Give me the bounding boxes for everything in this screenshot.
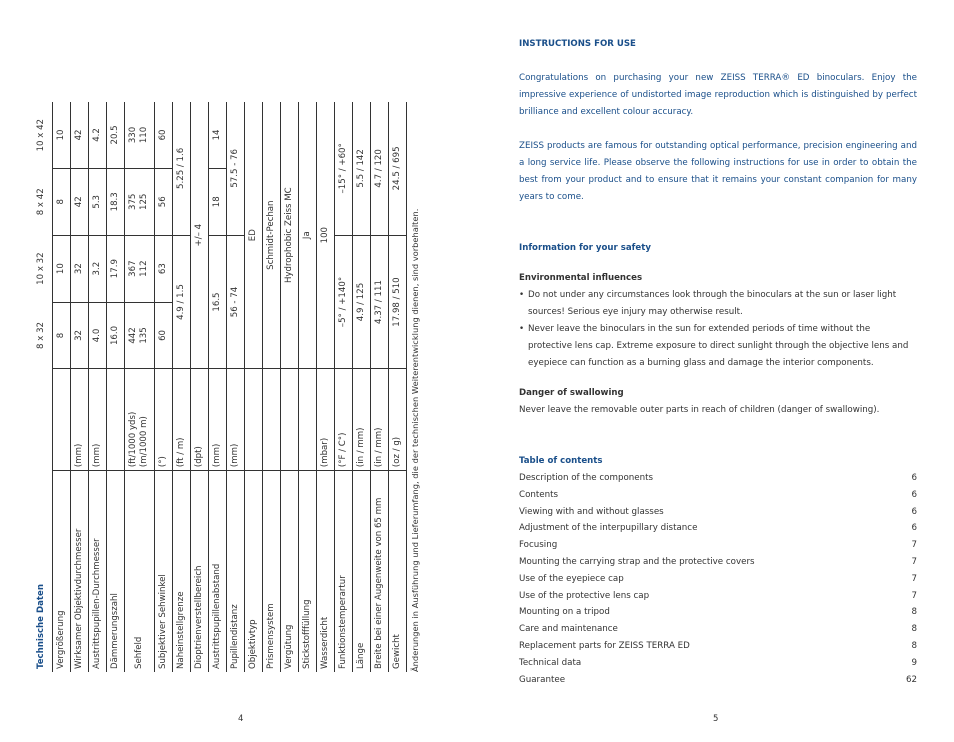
spec-unit: (in / mm) xyxy=(352,369,370,471)
spec-unit: (oz / g) xyxy=(388,369,406,471)
spec-cell: –15° / +60° xyxy=(334,102,352,235)
safety-heading: Information for your safety xyxy=(519,243,651,253)
spec-unit: (°F / C°) xyxy=(334,369,352,471)
spec-cell: 14 xyxy=(208,102,226,168)
spec-cell: 60 xyxy=(154,102,172,168)
spec-cell xyxy=(124,102,154,168)
toc-page: 7 xyxy=(911,556,917,567)
toc-label: Use of the protective lens cap xyxy=(519,590,650,601)
spec-cell: 10 xyxy=(52,235,70,302)
toc-item-focusing[interactable] xyxy=(519,537,917,554)
toc-page: 8 xyxy=(911,624,917,635)
spec-cell: 60 xyxy=(154,302,172,369)
spec-label: Wirksamer Objektivdurchmesser xyxy=(74,528,84,669)
spec-unit: (ft / m) xyxy=(172,369,190,471)
spec-unit: (°) xyxy=(154,369,172,471)
toc-item-guarantee[interactable] xyxy=(519,672,917,689)
spec-cell: 16.5 xyxy=(208,235,226,369)
spec-label: Funktionstemperartur xyxy=(338,575,348,669)
toc-heading: Table of contents xyxy=(519,456,603,466)
environment-heading: Environmental influences xyxy=(519,273,643,283)
spec-unit xyxy=(298,369,316,471)
spec-cell: 4.9 / 1.5 xyxy=(172,235,190,369)
spec-row-coating xyxy=(280,102,298,672)
page-number-right: 5 xyxy=(713,714,719,724)
spec-value: 442 xyxy=(128,327,138,344)
spec-unit xyxy=(124,369,154,471)
toc-item-strap[interactable] xyxy=(519,554,917,571)
toc-page: 6 xyxy=(911,473,917,483)
spec-row-close-focus xyxy=(172,102,190,672)
spec-label: Gewicht xyxy=(392,634,402,669)
spec-label: Sehfeld xyxy=(134,636,144,669)
spec-unit: (mbar) xyxy=(316,369,334,471)
spec-label: Pupillendistanz xyxy=(230,604,240,669)
spec-unit: (mm) xyxy=(226,369,244,471)
model-8x42: 8 x 42 xyxy=(35,188,46,216)
toc-item-technical[interactable] xyxy=(519,655,917,672)
spec-cell: 56 xyxy=(154,168,172,235)
spec-cell: 17.98 / 510 xyxy=(388,235,406,369)
spec-cell: 56 - 74 xyxy=(226,235,244,369)
toc-label: Mounting the carrying strap and the protective covers xyxy=(519,556,755,567)
spec-value: 125 xyxy=(139,193,149,210)
intro-paragraph-1: Congratulations on purchasing your new ZEISS TERRA® ED binoculars. Enjoy the impressive experience of undistorted image reproduction which is distinguished by perfect brilliance and excellent colour accuracy. xyxy=(519,73,917,117)
toc-item-replacement[interactable] xyxy=(519,638,917,655)
model-10x32: 10 x 32 xyxy=(35,252,46,285)
spec-row-length xyxy=(352,102,370,672)
spec-cell: 20.5 xyxy=(106,102,124,168)
toc-page: 8 xyxy=(911,607,917,618)
spec-row-nitrogen xyxy=(298,102,316,672)
toc-item-description[interactable] xyxy=(519,470,917,487)
bullet-icon: • xyxy=(519,290,525,300)
spec-cell: 4.37 / 111 xyxy=(370,235,388,369)
spec-label: Austrittspupillen-Durchmesser xyxy=(92,538,102,669)
spec-cell: 18.3 xyxy=(106,168,124,235)
spec-label: Vergütung xyxy=(284,624,294,669)
spec-cell: Schmidt-Pechan xyxy=(262,102,280,369)
spec-unit: (in / mm) xyxy=(370,369,388,471)
bullet-text: Do not under any circumstances look through the binoculars at the sun or laser light sources! Serious eye injury may otherwise result. xyxy=(528,290,897,317)
spec-cell: 32 xyxy=(70,302,88,369)
toc-page: 7 xyxy=(911,590,917,601)
spec-label: Stickstofffüllung xyxy=(302,599,312,669)
spec-cell: Hydrophobic Zeiss MC xyxy=(280,102,298,369)
toc-label: Focusing xyxy=(519,540,558,551)
spec-cell: 18 xyxy=(208,168,226,235)
spec-unit: (mm) xyxy=(208,369,226,471)
spec-cell: 4.0 xyxy=(88,302,106,369)
spec-cell: 63 xyxy=(154,235,172,302)
page-heading: INSTRUCTIONS FOR USE xyxy=(519,39,636,49)
spec-unit xyxy=(106,369,124,471)
list-item xyxy=(519,287,917,321)
page-number-left: 4 xyxy=(238,714,244,724)
toc-item-ipd[interactable] xyxy=(519,520,917,537)
spec-cell xyxy=(124,235,154,302)
swallowing-text: Never leave the removable outer parts in reach of children (danger of swallowing). xyxy=(519,405,880,415)
toc-page: 6 xyxy=(911,489,917,500)
spec-unit xyxy=(280,369,298,471)
spec-row-pupil-distance xyxy=(226,102,244,672)
spec-row-objective-diameter xyxy=(70,102,88,672)
toc-page: 7 xyxy=(911,540,917,551)
spec-label: Vergrößerung xyxy=(56,610,66,669)
toc-page: 62 xyxy=(905,674,917,685)
toc-page: 7 xyxy=(911,573,917,584)
spec-value: 135 xyxy=(139,327,149,344)
toc-label: Description of the components xyxy=(519,473,654,483)
spec-label: Wasserdicht xyxy=(320,616,330,669)
toc-page: 9 xyxy=(911,657,917,668)
spec-row-magnification xyxy=(52,102,70,672)
spec-label: Dämmerungszahl xyxy=(110,593,120,669)
spec-row-diopter xyxy=(190,102,208,672)
toc-item-lens-cap[interactable] xyxy=(519,588,917,605)
spec-row-twilight xyxy=(106,102,124,672)
spec-unit: (mm) xyxy=(70,369,88,471)
spec-unit-line: (ft/1000 yds) xyxy=(128,411,138,468)
spec-cell: 5.25 / 1.6 xyxy=(172,102,190,235)
spec-header-row xyxy=(30,102,52,672)
spec-cell: 57.5 - 76 xyxy=(226,102,244,235)
spec-cell: 10 xyxy=(52,102,70,168)
toc-label: Replacement parts for ZEISS TERRA ED xyxy=(519,640,690,651)
spec-label: Breite bei einer Augenweite von 65 mm xyxy=(374,497,384,669)
toc-label: Technical data xyxy=(519,657,582,668)
toc-page: 6 xyxy=(911,506,917,517)
spec-cell: 17.9 xyxy=(106,235,124,302)
bullet-icon: • xyxy=(519,324,525,334)
spec-cell: 4.9 / 125 xyxy=(352,235,370,369)
spec-value: 110 xyxy=(139,126,149,144)
spec-table xyxy=(30,102,407,672)
toc-item-tripod[interactable] xyxy=(519,604,917,621)
spec-title: Technische Daten xyxy=(35,584,46,669)
spec-value: 375 xyxy=(128,193,138,210)
intro-paragraph-2: ZEISS products are famous for outstanding optical performance, precision engineering and a long service life. Please observe the following instructions for use in order to obtain the best from your product and to ensure that it remains your constant companion for many years to come. xyxy=(519,141,917,202)
spec-label: Austrittspupillenabstand xyxy=(212,563,222,669)
right-page xyxy=(519,36,917,688)
spec-unit xyxy=(244,369,262,471)
toc-item-contents[interactable] xyxy=(519,487,917,504)
spec-label: Länge xyxy=(356,642,366,669)
spec-cell: 4.7 / 120 xyxy=(370,102,388,235)
spec-row-width xyxy=(370,102,388,672)
table-of-contents xyxy=(519,470,917,688)
spec-cell: Ja xyxy=(298,102,316,369)
toc-label: Contents xyxy=(519,489,559,500)
spec-footnote: Änderungen in Ausführung und Lieferumfang, die der technischen Weiterentwicklung dienen, sind vorbehalten. xyxy=(410,208,420,672)
spec-label: Subjektiver Sehwinkel xyxy=(158,574,168,669)
spec-row-subjective-angle xyxy=(154,102,172,672)
toc-item-eyepiece-cap[interactable] xyxy=(519,571,917,588)
spec-value: 367 xyxy=(128,260,138,277)
spec-label: Dioptrienverstellbereich xyxy=(194,565,204,669)
spec-row-objective-type xyxy=(244,102,262,672)
toc-page: 8 xyxy=(911,640,917,651)
spec-row-weight xyxy=(388,102,406,672)
spec-cell: 8 xyxy=(52,302,70,369)
spec-cell: 5.3 xyxy=(88,168,106,235)
spec-table-rotated xyxy=(30,102,442,672)
model-8x32: 8 x 32 xyxy=(35,321,46,349)
spec-cell: 3.2 xyxy=(88,235,106,302)
toc-item-viewing[interactable] xyxy=(519,504,917,521)
spec-row-exit-pupil xyxy=(88,102,106,672)
spec-cell: 5.5 / 142 xyxy=(352,102,370,235)
spec-label: Objektivtyp xyxy=(248,619,258,669)
spec-cell: –5° / +140° xyxy=(334,235,352,369)
toc-label: Care and maintenance xyxy=(519,624,618,635)
list-item xyxy=(519,321,917,372)
toc-label: Use of the eyepiece cap xyxy=(519,573,624,584)
spec-unit xyxy=(52,369,70,471)
spec-cell: 16.0 xyxy=(106,302,124,369)
bullet-text: Never leave the binoculars in the sun for extended periods of time without the protective lens cap. Extreme exposure to direct sunlight through the objective lens and eyepiece can function as a burning glass and damage the interior components. xyxy=(528,324,909,368)
environment-list xyxy=(519,287,917,372)
toc-label: Guarantee xyxy=(519,674,566,685)
spec-row-field-of-view xyxy=(124,102,154,672)
model-10x42: 10 x 42 xyxy=(35,118,46,152)
toc-item-care[interactable] xyxy=(519,621,917,638)
spec-row-eye-relief xyxy=(208,102,226,672)
spec-cell: 42 xyxy=(70,102,88,168)
spec-value: 112 xyxy=(139,260,149,277)
spec-value: 330 xyxy=(128,126,138,144)
spec-cell xyxy=(124,168,154,235)
spec-cell: +/– 4 xyxy=(190,102,208,369)
toc-page: 6 xyxy=(911,523,917,534)
spec-unit xyxy=(262,369,280,471)
toc-label: Mounting on a tripod xyxy=(519,607,610,618)
spec-cell: 32 xyxy=(70,235,88,302)
spec-cell xyxy=(124,302,154,369)
spec-cell: 24.5 / 695 xyxy=(388,102,406,235)
toc-label: Viewing with and without glasses xyxy=(519,506,664,517)
spec-unit: (mm) xyxy=(88,369,106,471)
spec-row-temperature xyxy=(334,102,352,672)
spec-cell: 100 xyxy=(316,102,334,369)
spec-row-prism xyxy=(262,102,280,672)
spec-row-waterproof xyxy=(316,102,334,672)
spec-unit: (dpt) xyxy=(190,369,208,471)
spec-cell: ED xyxy=(244,102,262,369)
spec-cell: 4.2 xyxy=(88,102,106,168)
swallowing-heading: Danger of swallowing xyxy=(519,388,624,398)
spec-cell: 8 xyxy=(52,168,70,235)
spec-label: Prismensystem xyxy=(266,603,276,669)
toc-label: Adjustment of the interpupillary distance xyxy=(519,523,698,534)
spec-label: Naheinstellgrenze xyxy=(176,591,186,669)
spec-cell: 42 xyxy=(70,168,88,235)
spec-unit-line: (m/1000 m) xyxy=(139,416,149,468)
